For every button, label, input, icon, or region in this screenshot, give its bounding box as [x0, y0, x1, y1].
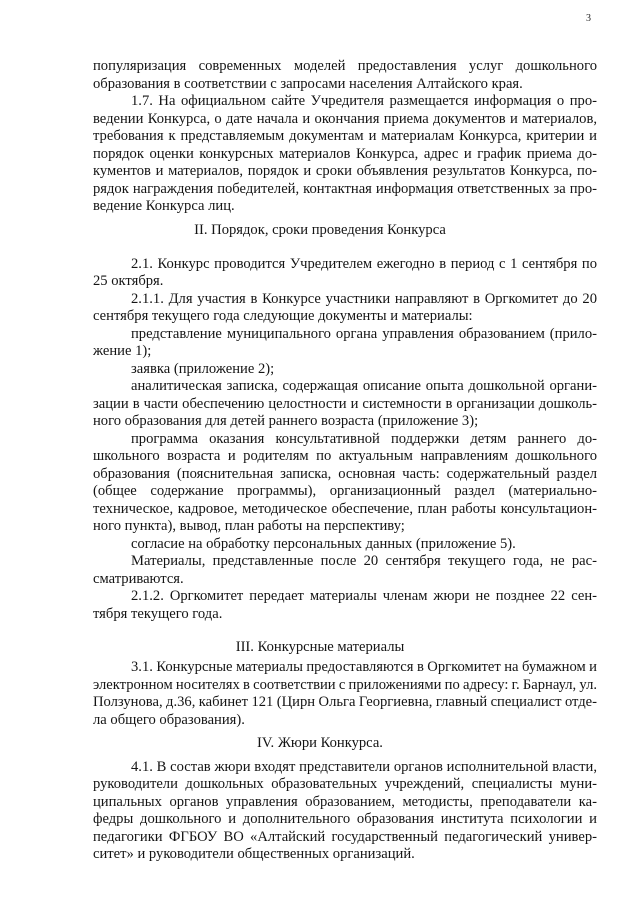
page-number: 3: [586, 13, 591, 24]
paragraph-line: согласие на обработку персональных данных (приложение 5).: [131, 536, 516, 552]
paragraph-line: аналитическая записка, содержащая описание опыта дошкольной органи-: [131, 378, 597, 394]
paragraph-line: (общее содержание программы), организационный раздел (материально-: [93, 483, 597, 499]
paragraph-line: рядок награждения победителей, контактная информация ответственных за про-: [93, 181, 597, 197]
paragraph-line: педагогики ФГБОУ ВО «Алтайский государственный педагогический универ-: [93, 829, 597, 845]
paragraph-line: программа оказания консультативной поддержки детям раннего до-: [131, 431, 597, 447]
paragraph-line: представление муниципального органа управления образованием (прило-: [131, 326, 597, 342]
paragraph-line: 2.1. Конкурс проводится Учредителем ежегодно в период с 1 сентября по: [131, 256, 597, 272]
paragraph-line: Материалы, представленные после 20 сентября текущего года, не рас-: [131, 553, 597, 569]
paragraph-line: сматриваются.: [93, 571, 184, 587]
paragraph-line: руководители дошкольных образовательных учреждений, специалисты муни-: [93, 776, 597, 792]
section-heading: IV. Жюри Конкурса.: [257, 735, 383, 751]
paragraph-line: ного пункта), вывод, план работы на перспективу;: [93, 518, 405, 534]
paragraph-line: заявка (приложение 2);: [131, 361, 275, 377]
paragraph-line: ципальных органов управления образованием, методисты, преподаватели ка-: [93, 794, 597, 810]
paragraph-line: 2.1.1. Для участия в Конкурсе участники направляют в Оргкомитет до 20: [131, 291, 597, 307]
paragraph-line: ведение Конкурса лиц.: [93, 198, 235, 214]
paragraph-line: ного образования для детей раннего возраста (приложение 3);: [93, 413, 479, 429]
paragraph-line: ведении Конкурса, о дате начала и окончания приема документов и материалов,: [93, 111, 597, 127]
paragraph-line: 2.1.2. Оргкомитет передает материалы членам жюри не позднее 22 сен-: [131, 588, 597, 604]
paragraph-line: 1.7. На официальном сайте Учредителя размещается информация о про-: [131, 93, 597, 109]
section-heading: III. Конкурсные материалы: [235, 639, 405, 655]
paragraph-line: образования (пояснительная записка, основная часть: содержательный раздел: [93, 466, 597, 482]
paragraph-line: техническое, кадровое, методическое обеспечение, план работы консультацион-: [93, 501, 597, 517]
paragraph-line: 3.1. Конкурсные материалы предоставляются в Оргкомитет на бумажном и: [131, 659, 597, 675]
paragraph-line: тября текущего года.: [93, 606, 223, 622]
paragraph-line: 4.1. В состав жюри входят представители органов исполнительной власти,: [131, 759, 597, 775]
paragraph-line: федры дошкольного и дополнительного образования института психологии и: [93, 811, 597, 827]
paragraph-line: популяризация современных моделей предоставления услуг дошкольного: [93, 58, 597, 74]
paragraph-line: кументов и материалов, порядок и сроки объявления результатов Конкурса, по-: [93, 163, 597, 179]
paragraph-line: Ползунова, д.36, кабинет 121 (Цирн Ольга Георгиевна, главный специалист отде-: [93, 694, 597, 710]
paragraph-line: сентября текущего года следующие документы и материалы:: [93, 308, 473, 324]
paragraph-line: требования к представляемым документам и материалам Конкурса, критерии и: [93, 128, 597, 144]
paragraph-line: образования в соответствии с запросами населения Алтайского края.: [93, 76, 523, 92]
paragraph-line: зации в части обеспечению целостности и системности в организации дошколь-: [93, 396, 597, 412]
paragraph-line: ла общего образования).: [93, 712, 245, 728]
section-heading: II. Порядок, сроки проведения Конкурса: [194, 222, 446, 238]
paragraph-line: 25 октября.: [93, 273, 164, 289]
paragraph-line: порядок оценки конкурсных материалов Конкурса, адрес и график приема до-: [93, 146, 597, 162]
paragraph-line: жение 1);: [93, 343, 152, 359]
paragraph-line: ситет» и руководители общественных организаций.: [93, 846, 415, 862]
paragraph-line: электронном носителях в соответствии с приложениями по адресу: г. Барнаул, ул.: [93, 677, 597, 693]
paragraph-line: школьного возраста и родителям по актуальным направлениям дошкольного: [93, 448, 597, 464]
